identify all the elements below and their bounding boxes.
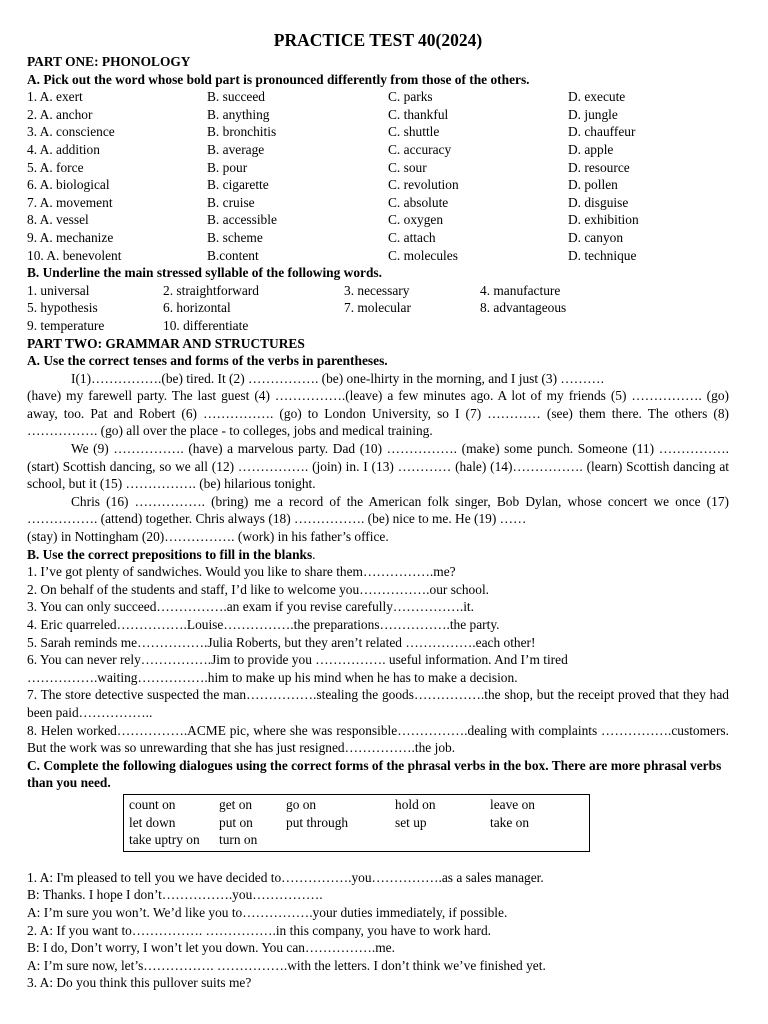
answer-option: C. shuttle	[388, 124, 440, 140]
preposition-question: 3. You can only succeed…………….an exam if you revise carefully…………….it.	[27, 599, 475, 615]
part1-heading: PART ONE: PHONOLOGY	[27, 54, 191, 69]
dialogue-list	[27, 869, 729, 992]
part2-a-heading: A. Use the correct tenses and forms of the verbs in parentheses.	[27, 353, 388, 369]
stress-word-list	[27, 282, 729, 335]
part2-c-heading: C. Complete the following dialogues using the correct forms of the phrasal verbs in the box. There are more phrasal verbs than you need.	[27, 757, 722, 791]
answer-option: C. revolution	[388, 177, 459, 193]
phrasal-verb: go on	[286, 796, 317, 812]
answer-option: C. oxygen	[388, 212, 444, 228]
stress-word: 9. temperature	[27, 317, 105, 333]
answer-option: 2. A. anchor	[27, 106, 93, 122]
answer-option: C. absolute	[388, 194, 449, 210]
stress-word: 5. hypothesis	[27, 300, 98, 316]
part1-b-heading: B. Underline the main stressed syllable of the following words.	[27, 265, 382, 281]
preposition-question: …………….waiting…………….him to make up his mind when he has to make a decision.	[27, 669, 518, 685]
phrasal-verb: let down	[129, 814, 176, 830]
phrasal-verb: count on	[129, 796, 176, 812]
answer-option: D. execute	[568, 89, 626, 105]
answer-option: B. average	[207, 141, 265, 157]
answer-option: C. accuracy	[388, 141, 452, 157]
phrasal-verb: hold on	[395, 796, 436, 812]
phonology-question-row	[27, 159, 729, 177]
preposition-question: 7. The store detective suspected the man…………….stealing the goods…………….the shop, but the receipt proved that they had been paid……………..	[27, 687, 729, 720]
passage-paragraph-2: We (9) ……………. (have) a marvelous party. Dad (10) ……………. (make) some punch. Someone (11) ……………. (start) Scottish dancing, so we all (12) ……………. (join) in. I (13) ………… (hale) (14)……………. (learn) Scottish dancing at school, but it (15) ……………. (be) hilarious tonight.	[27, 441, 729, 492]
answer-option: 7. A. movement	[27, 194, 113, 210]
answer-option: D. resource	[568, 159, 630, 175]
stress-word: 3. necessary	[344, 282, 410, 298]
phrasal-verb: set up	[395, 814, 427, 830]
phrasal-verb: take uptry on	[129, 832, 200, 848]
stress-word: 8. advantageous	[480, 300, 567, 316]
phrasal-verb-box	[123, 794, 590, 852]
preposition-question: 4. Eric quarreled…………….Louise…………….the preparations…………….the party.	[27, 617, 500, 632]
answer-option: D. chauffeur	[568, 124, 636, 140]
phrasal-verb: put on	[219, 814, 253, 830]
answer-option: B.content	[207, 247, 259, 263]
phonology-question-row	[27, 88, 729, 106]
stress-word: 6. horizontal	[163, 300, 231, 316]
phrasal-verb: leave on	[490, 796, 535, 812]
phonology-question-row	[27, 106, 729, 124]
passage-line-1: I(1)…………….(be) tired. It (2) ……………. (be) one-lhirty in the morning, and I just (3) ……….	[71, 370, 604, 386]
preposition-question-list	[27, 563, 729, 757]
answer-option: D. exhibition	[568, 212, 639, 228]
answer-option: B. bronchitis	[207, 124, 277, 140]
spacer	[27, 852, 729, 869]
dialogue-line: B: Thanks. I hope I don’t…………….you…………….	[27, 887, 323, 903]
answer-option: B. anything	[207, 106, 270, 122]
phrasal-verb	[286, 831, 395, 849]
answer-option: B. cruise	[207, 194, 255, 210]
answer-option: C. parks	[388, 89, 433, 105]
dialogue-line: 2. A: If you want to……………. …………….in this company, you have to work hard.	[27, 922, 492, 938]
phonology-question-row	[27, 123, 729, 141]
phonology-question-row	[27, 211, 729, 229]
passage-paragraph-1: (have) my farewell party. The last guest (4) …………….(leave) a few minutes ago. A lot of my friends (5) ……………. (go) away, too. Pat and Robert (6) ……………. (go) to London University, so I (7) ………… (see) them there. The others (8) ……………. (go) all over the place - to colleges, jobs and medical training.	[27, 388, 729, 439]
passage-paragraph-3: Chris (16) ……………. (bring) me a record of the American folk singer, Bob Dylan, whose concert we once (17) ……………. (attend) together. Chris always (18) ……………. (be) nice to me. He (19) ……	[27, 493, 729, 527]
phonology-question-row	[27, 141, 729, 159]
phrasal-verb: put through	[286, 814, 349, 830]
answer-option: D. canyon	[568, 229, 624, 245]
answer-option: C. sour	[388, 159, 427, 175]
part1-a-heading: A. Pick out the word whose bold part is pronounced differently from those of the others.	[27, 71, 530, 87]
answer-option: 10. A. benevolent	[27, 247, 122, 263]
passage-last-line: (stay) in Nottingham (20)……………. (work) in his father’s office.	[27, 529, 389, 545]
preposition-question: 1. I’ve got plenty of sandwiches. Would you like to share them…………….me?	[27, 564, 456, 580]
stress-word	[344, 317, 480, 335]
phonology-question-row	[27, 247, 729, 265]
dialogue-line: B: I do, Don’t worry, I won’t let you down. You can…………….me.	[27, 940, 395, 956]
answer-option: B. scheme	[207, 229, 263, 245]
phrasal-verb: turn on	[219, 832, 258, 848]
answer-option: D. pollen	[568, 177, 618, 193]
preposition-question: 5. Sarah reminds me…………….Julia Roberts, but they aren’t related …………….each other!	[27, 634, 536, 650]
answer-option: D. disguise	[568, 194, 629, 210]
worksheet-page	[27, 28, 729, 992]
preposition-question: 8. Helen worked…………….ACME pic, where she was responsible…………….dealing with complaints …………….customers. But the work was so unrewarding that she has just resigned…………….the job.	[27, 722, 729, 756]
answer-option: 3. A. conscience	[27, 124, 115, 140]
phrasal-verb	[490, 831, 580, 849]
stress-word-row	[27, 282, 729, 300]
answer-option: D. jungle	[568, 106, 618, 122]
answer-option: B. cigarette	[207, 177, 269, 193]
answer-option: D. apple	[568, 141, 614, 157]
stress-word: 1. universal	[27, 282, 90, 298]
phonology-question-list	[27, 88, 729, 264]
dialogue-line: 1. A: I'm pleased to tell you we have decided to…………….you…………….as a sales manager.	[27, 869, 544, 885]
answer-option: B. succeed	[207, 89, 266, 105]
phrasal-verb-row	[129, 831, 589, 849]
answer-option: 8. A. vessel	[27, 212, 89, 228]
phonology-question-row	[27, 176, 729, 194]
preposition-question: 6. You can never rely…………….Jim to provide you ……………. useful information. And I’m tired	[27, 652, 568, 668]
answer-option: B. pour	[207, 159, 248, 175]
answer-option: 4. A. addition	[27, 141, 100, 157]
answer-option: 1. A. exert	[27, 89, 83, 105]
phrasal-verb	[395, 831, 490, 849]
answer-option: 9. A. mechanize	[27, 229, 114, 245]
stress-word: 7. molecular	[344, 300, 411, 316]
answer-option: D. technique	[568, 247, 637, 263]
dialogue-line: A: I’m sure now, let’s……………. …………….with the letters. I don’t think we’ve finished yet.	[27, 957, 546, 973]
stress-word-row	[27, 317, 729, 335]
part2-b-heading-text: B. Use the correct prepositions to fill in the blanks	[27, 546, 313, 562]
dialogue-line: 3. A: Do you think this pullover suits me?	[27, 975, 252, 991]
phrasal-verb-row	[129, 814, 589, 832]
phrasal-verb-row	[129, 796, 589, 814]
phrasal-verb: take on	[490, 814, 530, 830]
stress-word	[480, 317, 680, 335]
stress-word: 4. manufacture	[480, 282, 561, 298]
answer-option: C. molecules	[388, 247, 458, 263]
phonology-question-row	[27, 229, 729, 247]
stress-word: 10. differentiate	[163, 317, 249, 333]
answer-option: 6. A. biological	[27, 177, 110, 193]
stress-word-row	[27, 299, 729, 317]
part2-b-heading: B. Use the correct prepositions to fill in the blanks.	[27, 546, 316, 562]
preposition-question: 2. On behalf of the students and staff, I’d like to welcome you…………….our school.	[27, 581, 490, 597]
part2-heading: PART TWO: GRAMMAR AND STRUCTURES	[27, 335, 305, 351]
page-title: PRACTICE TEST 40(2024)	[273, 30, 483, 50]
dialogue-line: A: I’m sure you won’t. We’d like you to…………….your duties immediately, if possible.	[27, 904, 508, 920]
stress-word: 2. straightforward	[163, 282, 259, 298]
answer-option: C. attach	[388, 229, 436, 245]
phonology-question-row	[27, 194, 729, 212]
phrasal-verb: get on	[219, 796, 253, 812]
answer-option: 5. A. force	[27, 159, 84, 175]
answer-option: C. thankful	[388, 106, 449, 122]
answer-option: B. accessible	[207, 212, 277, 228]
